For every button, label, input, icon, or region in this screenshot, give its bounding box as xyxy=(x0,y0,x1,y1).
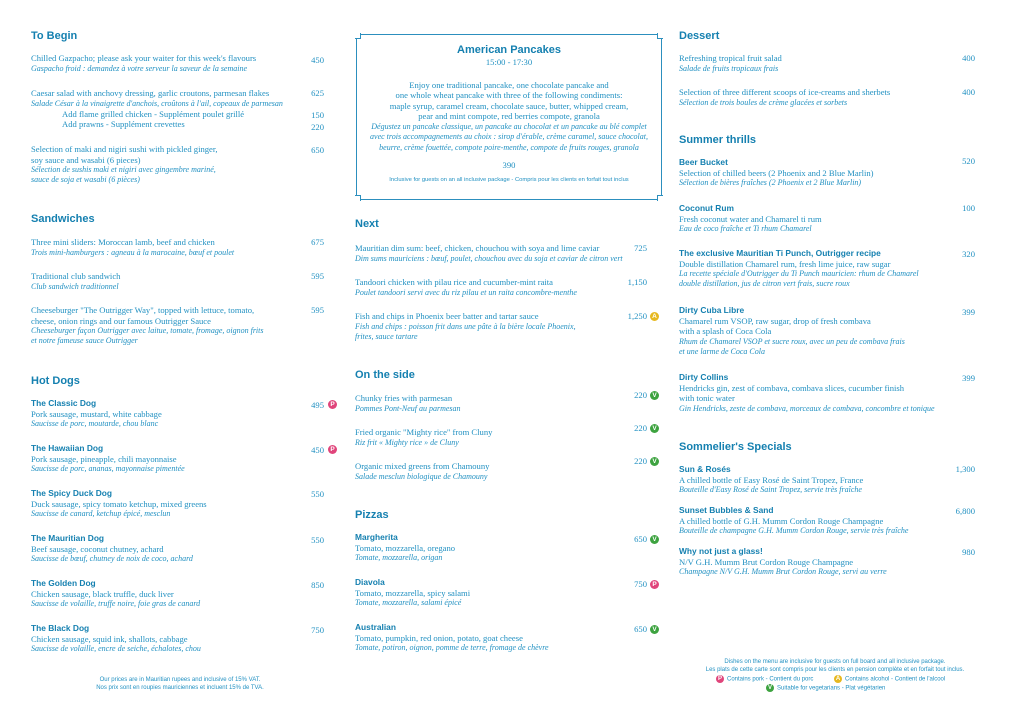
menu-item: Australian Tomato, pumpkin, red onion, potato, goat cheese Tomate, potiron, oignon, pomme de terre, fromage de chèvre xyxy=(355,622,549,653)
item-price: 980 xyxy=(962,547,975,557)
item-price: 550 xyxy=(311,535,324,545)
section-title: Sommelier's Specials xyxy=(679,441,792,453)
pork-icon: P xyxy=(650,580,659,589)
menu-item: Tandoori chicken with pilau rice and cucumber-mint raita Poulet tandoori servi avec du riz pilau et un raita concombre-menthe xyxy=(355,277,577,297)
menu-item: Coconut Rum Fresh coconut water and Chamarel ti rum Eau de coco fraîche et Ti rhum Chamarel xyxy=(679,203,822,234)
menu-item: The Hawaiian Dog Pork sausage, pineapple, chili mayonnaise Saucisse de porc, ananas, mayonnaise pimentée xyxy=(31,443,185,474)
legend-veg: V Suitable for vegetarians - Plat végétarien xyxy=(767,685,886,692)
menu-item: The Mauritian Dog Beef sausage, coconut chutney, achard Saucisse de bœuf, chutney de noix de coco, achard xyxy=(31,533,193,564)
menu-item: The Golden Dog Chicken sausage, black truffle, duck liver Saucisse de volaille, truffe noire, foie gras de canard xyxy=(31,578,201,609)
pork-icon: P xyxy=(328,400,337,409)
menu-item: The exclusive Mauritian Ti Punch, Outrigger recipe Double distillation Chamarel rum, fresh lime juice, raw sugar La recette spéciale d'Outrigger du Ti Punch mauricien: rhum de Chamarel double distillation, jus de citron vert frais, sucre roux xyxy=(679,248,919,289)
pancakes-box xyxy=(356,34,662,200)
item-price: 550 xyxy=(311,489,324,499)
item-price: 625 xyxy=(311,88,324,98)
price-note: Our prices are in Mauritian rupees and inclusive of 15% VAT. Nos prix sont en roupies mauriciennes et incluent 15% de TVA. xyxy=(96,677,264,691)
item-price: 6,800 xyxy=(955,506,975,516)
item-price: 220 xyxy=(634,423,647,433)
item-price: 100 xyxy=(962,203,975,213)
pancakes-price: 390 xyxy=(502,160,516,171)
menu-item: Traditional club sandwich Club sandwich traditionnel xyxy=(31,271,121,291)
veg-icon: V xyxy=(650,457,659,466)
menu-item: Margherita Tomato, mozzarella, oregano Tomate, mozzarella, origan xyxy=(355,532,456,563)
box-corner xyxy=(352,30,361,39)
item-price: 750 xyxy=(634,579,647,589)
section-title: To Begin xyxy=(31,30,78,42)
veg-icon: V xyxy=(650,535,659,544)
menu-item: Selection of maki and nigiri sushi with pickled ginger, soy sauce and wasabi (6 pieces) Sélection de sushis maki et nigiri avec gingembre mariné, sauce de soja et wasabi (6 pièces) xyxy=(31,144,218,185)
item-price: 750 xyxy=(311,625,324,635)
item-price: 220 xyxy=(634,390,647,400)
menu-item: Mauritian dim sum: beef, chicken, chouchou with soya and lime caviar Dim sums mauriciens : bœuf, poulet, chouchou avec du soja et caviar de citron vert xyxy=(355,243,623,263)
addon-price: 220 xyxy=(311,122,324,132)
menu-item: Sun & Rosés A chilled bottle of Easy Rosé de Saint Tropez, France Bouteille d'Easy Rosé de Saint Tropez, servie très fraîche xyxy=(679,464,864,495)
item-price: 399 xyxy=(962,307,975,317)
menu-item: Cheeseburger "The Outrigger Way", topped with lettuce, tomato, cheese, onion rings and our famous Outrigger Sauce Cheeseburger façon Outrigger avec laitue, tomate, fromage, oignon frits et notre fameuse sauce Outrigger xyxy=(31,305,264,346)
section-title: Hot Dogs xyxy=(31,375,80,387)
menu-item: Fish and chips in Phoenix beer batter and tartar sauce Fish and chips : poisson frit dans une pâte à la bière locale Phoenix, frites, sauce tartare xyxy=(355,311,576,341)
menu-item: Selection of three different scoops of ice-creams and sherbets Sélection de trois boules de crème glacées et sorbets xyxy=(679,87,891,107)
menu-item: Dirty Cuba Libre Chamarel rum VSOP, raw sugar, drop of fresh combava with a splash of Coca Cola Rhum de Chamarel VSOP et sucre roux, avec un peu de combava frais et une larme de Coca Cola xyxy=(679,305,905,356)
section-title: Dessert xyxy=(679,30,720,42)
menu-item: Beer Bucket Selection of chilled beers (2 Phoenix and 2 Blue Marlin) Sélection de bières fraîches (2 Phoenix et 2 Blue Marlin) xyxy=(679,157,874,188)
menu-item: Refreshing tropical fruit salad Salade de fruits tropicaux frais xyxy=(679,53,782,73)
menu-item: Chunky fries with parmesan Pommes Pont-Neuf au parmesan xyxy=(355,393,461,413)
menu-item-addon: Add flame grilled chicken - Supplément poulet grillé xyxy=(62,108,245,119)
menu-item-addon: Add prawns - Supplément crevettes xyxy=(62,119,185,130)
inclusive-note: Dishes on the menu are inclusive for guests on full board and all inclusive package. Les plats de cette carte sont compris pour les clients en pension complète et en forfait tout inclus. xyxy=(705,659,965,673)
section-title: Next xyxy=(355,218,379,230)
menu-item: Sunset Bubbles & Sand A chilled bottle of G.H. Mumm Cordon Rouge Champagne Bouteille de champagne G.H. Mumm Cordon Rouge, servie très fraîche xyxy=(679,505,909,536)
menu-item: Diavola Tomato, mozzarella, spicy salami Tomate, mozzarella, salami épicé xyxy=(355,577,471,608)
menu-item: Fried organic "Mighty rice" from Cluny Riz frit « Mighty rice » de Cluny xyxy=(355,427,493,447)
item-price: 650 xyxy=(634,534,647,544)
item-price: 725 xyxy=(634,243,647,253)
item-price: 850 xyxy=(311,580,324,590)
section-title: Summer thrills xyxy=(679,134,757,146)
pancakes-content: American Pancakes 15:00 - 17:30 Enjoy one traditional pancake, one chocolate pancake and one whole wheat pancake with three of the following condiments: maple syrup, caramel cream, chocolate sauce, butter, whipped cream, pear and mint compote, red berries compote, granola Dégustez un pancake classique, un pancake au chocolat et un pancake au blé complet avec trois accompagnements au choix : sirop d'érable, crème caramel, sauce chocolat, beurre, crème fouettée, compote poire-menthe, compote de fruits rouges, granola 390 Inclusive for guests on an all inclusive package - Compris pour les clients en forfait tout inclus xyxy=(357,44,661,184)
pancakes-hours: 15:00 - 17:30 xyxy=(485,57,533,67)
veg-icon: V xyxy=(650,625,659,634)
section-title: On the side xyxy=(355,369,415,381)
addon-price: 150 xyxy=(311,110,324,120)
alcohol-icon: A xyxy=(835,676,841,682)
menu-item: The Black Dog Chicken sausage, squid ink, shallots, cabbage Saucisse de volaille, encre de seiche, échalotes, chou xyxy=(31,623,201,654)
item-price: 399 xyxy=(962,373,975,383)
menu-item: Why not just a glass! N/V G.H. Mumm Brut Cordon Rouge Champagne Champagne N/V G.H. Mumm Brut Cordon Rouge, servi au verre xyxy=(679,546,887,577)
item-price: 450 xyxy=(311,55,324,65)
veg-icon: V xyxy=(767,685,772,691)
item-price: 450 xyxy=(311,445,324,455)
menu-item: Three mini sliders: Moroccan lamb, beef and chicken Trois mini-hamburgers : agneau à la marocaine, bœuf et poulet xyxy=(31,237,235,257)
item-price: 400 xyxy=(962,53,975,63)
pancakes-note: Inclusive for guests on an all inclusive package - Compris pour les clients en forfait tout inclus xyxy=(389,177,629,184)
pancakes-title: American Pancakes xyxy=(457,44,561,56)
item-price: 400 xyxy=(962,87,975,97)
menu-item: Caesar salad with anchovy dressing, garlic croutons, parmesan flakes Salade César à la vinaigrette d'anchois, croûtons à l'ail, copeaux de parmesan Add flame grilled chicken - Supplément poulet grillé Add prawns - Supplément crevettes xyxy=(31,88,321,130)
menu-item: Dirty Collins Hendricks gin, zest of combava, combava slices, cucumber finish with tonic water Gin Hendricks, zeste de combava, morceaux de combava, concombre et tonique xyxy=(679,372,935,413)
menu-item: The Classic Dog Pork sausage, mustard, white cabbage Saucisse de porc, moutarde, chou blanc xyxy=(31,398,162,429)
menu-item: Organic mixed greens from Chamouny Salade mesclun biologique de Chamouny xyxy=(355,461,490,481)
veg-icon: V xyxy=(650,391,659,400)
item-price: 1,300 xyxy=(955,464,975,474)
item-price: 1,150 xyxy=(627,277,647,287)
pork-icon: P xyxy=(717,676,722,682)
item-price: 595 xyxy=(311,305,324,315)
item-price: 495 xyxy=(311,400,324,410)
menu-item: Chilled Gazpacho; please ask your waiter for this week's flavours Gaspacho froid : demandez à votre serveur la saveur de la semaine xyxy=(31,53,257,73)
pork-icon: P xyxy=(328,445,337,454)
box-corner xyxy=(657,195,666,204)
menu-item: The Spicy Duck Dog Duck sausage, spicy tomato ketchup, mixed greens Saucisse de canard, ketchup épicé, mesclun xyxy=(31,488,207,519)
item-price: 320 xyxy=(962,249,975,259)
alcohol-icon: A xyxy=(650,312,659,321)
legend-alcohol: A Contains alcohol - Contient de l'alcool xyxy=(835,676,946,683)
item-price: 675 xyxy=(311,237,324,247)
item-price: 520 xyxy=(962,156,975,166)
item-price: 650 xyxy=(634,624,647,634)
legend-pork: P Contains pork - Contient du porc xyxy=(717,676,814,683)
section-title: Pizzas xyxy=(355,509,389,521)
veg-icon: V xyxy=(650,424,659,433)
section-title: Sandwiches xyxy=(31,213,95,225)
item-price: 1,250 xyxy=(627,311,647,321)
item-price: 220 xyxy=(634,456,647,466)
item-price: 595 xyxy=(311,271,324,281)
box-corner xyxy=(352,195,361,204)
box-corner xyxy=(657,30,666,39)
item-price: 650 xyxy=(311,145,324,155)
